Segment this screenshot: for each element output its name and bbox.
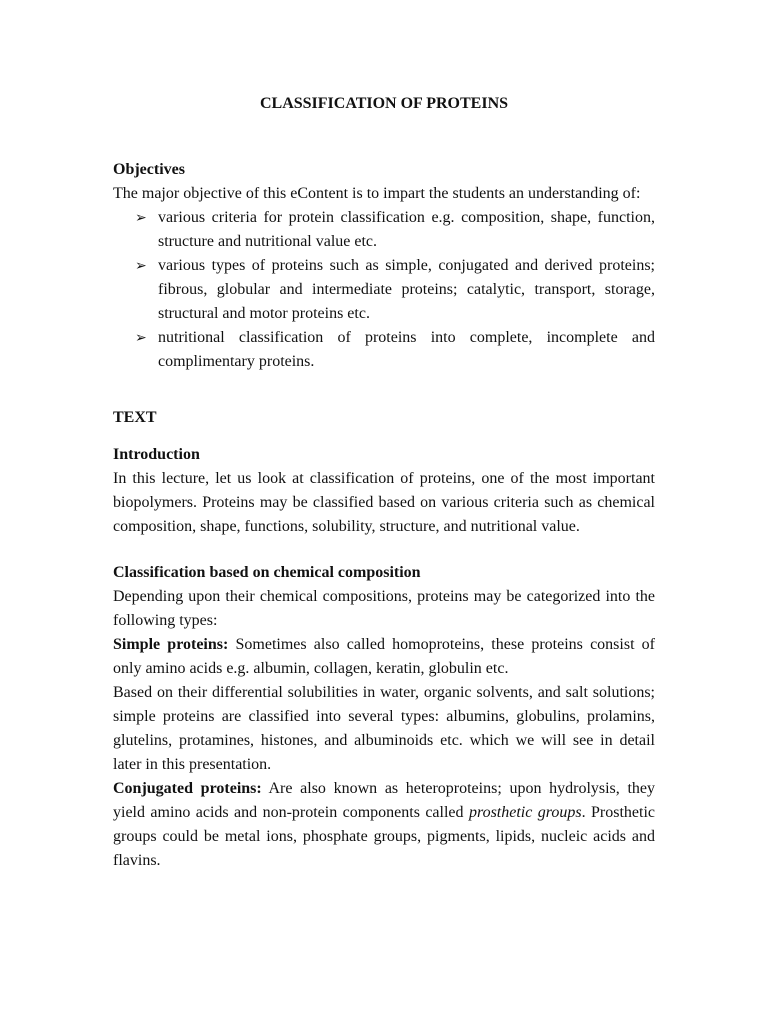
simple-proteins-text: Sometimes also called homoproteins, these proteins consist of only amino acids e.g. albumin, collagen, keratin, globulin etc. [113,636,656,677]
chemical-composition-heading: Classification based on chemical composition [113,564,421,581]
simple-proteins-term: Simple proteins: [113,636,229,653]
introduction-heading: Introduction [113,446,200,463]
prosthetic-groups-term: prosthetic groups [468,804,582,821]
introduction-paragraph: In this lecture, let us look at classification of proteins, one of the most important biopolymers. Proteins may be classified based on various criteria such as chemical composition, shape, functions, solubility, structure, and nutritional value. [113,470,655,535]
objective-item [113,206,655,254]
chemical-composition-intro: Depending upon their chemical compositions, proteins may be categorized into the following types: [113,588,655,629]
arrow-bullet-icon: ➢ [135,258,147,274]
simple-proteins-paragraph [113,633,655,681]
objectives-list [113,206,655,374]
conjugated-proteins-text: Are also known as heteroproteins; upon hydrolysis, they yield amino acids and non-protein components called [113,780,655,821]
page-title: CLASSIFICATION OF PROTEINS [259,95,509,112]
objective-item [113,254,655,326]
objective-text: nutritional classification of proteins into complete, incomplete and complimentary proteins. [158,329,655,370]
document-content [113,86,655,873]
objective-item [113,326,655,374]
solubility-paragraph: Based on their differential solubilities in water, organic solvents, and salt solutions; simple proteins are classified into several types: albumins, globulins, prolamins, glutelins, protamines, histones, and albuminoids etc. which we will see in detail later in this presentation. [113,684,655,773]
objective-text: various criteria for protein classification e.g. composition, shape, function, structure and nutritional value etc. [158,209,655,250]
conjugated-proteins-term: Conjugated proteins: [113,780,262,797]
text-section-heading: TEXT [113,409,157,426]
arrow-bullet-icon: ➢ [135,210,147,226]
objectives-heading: Objectives [113,161,185,178]
conjugated-proteins-paragraph [113,777,655,873]
arrow-bullet-icon: ➢ [135,330,147,346]
objective-text: various types of proteins such as simple, conjugated and derived proteins; fibrous, globular and intermediate proteins; catalytic, transport, storage, structural and motor proteins etc. [158,257,655,322]
conjugated-proteins-text-end: . Prosthetic groups could be metal ions, phosphate groups, pigments, lipids, nucleic acids and flavins. [113,804,656,869]
objectives-intro: The major objective of this eContent is to impart the students an understanding of: [113,185,641,202]
